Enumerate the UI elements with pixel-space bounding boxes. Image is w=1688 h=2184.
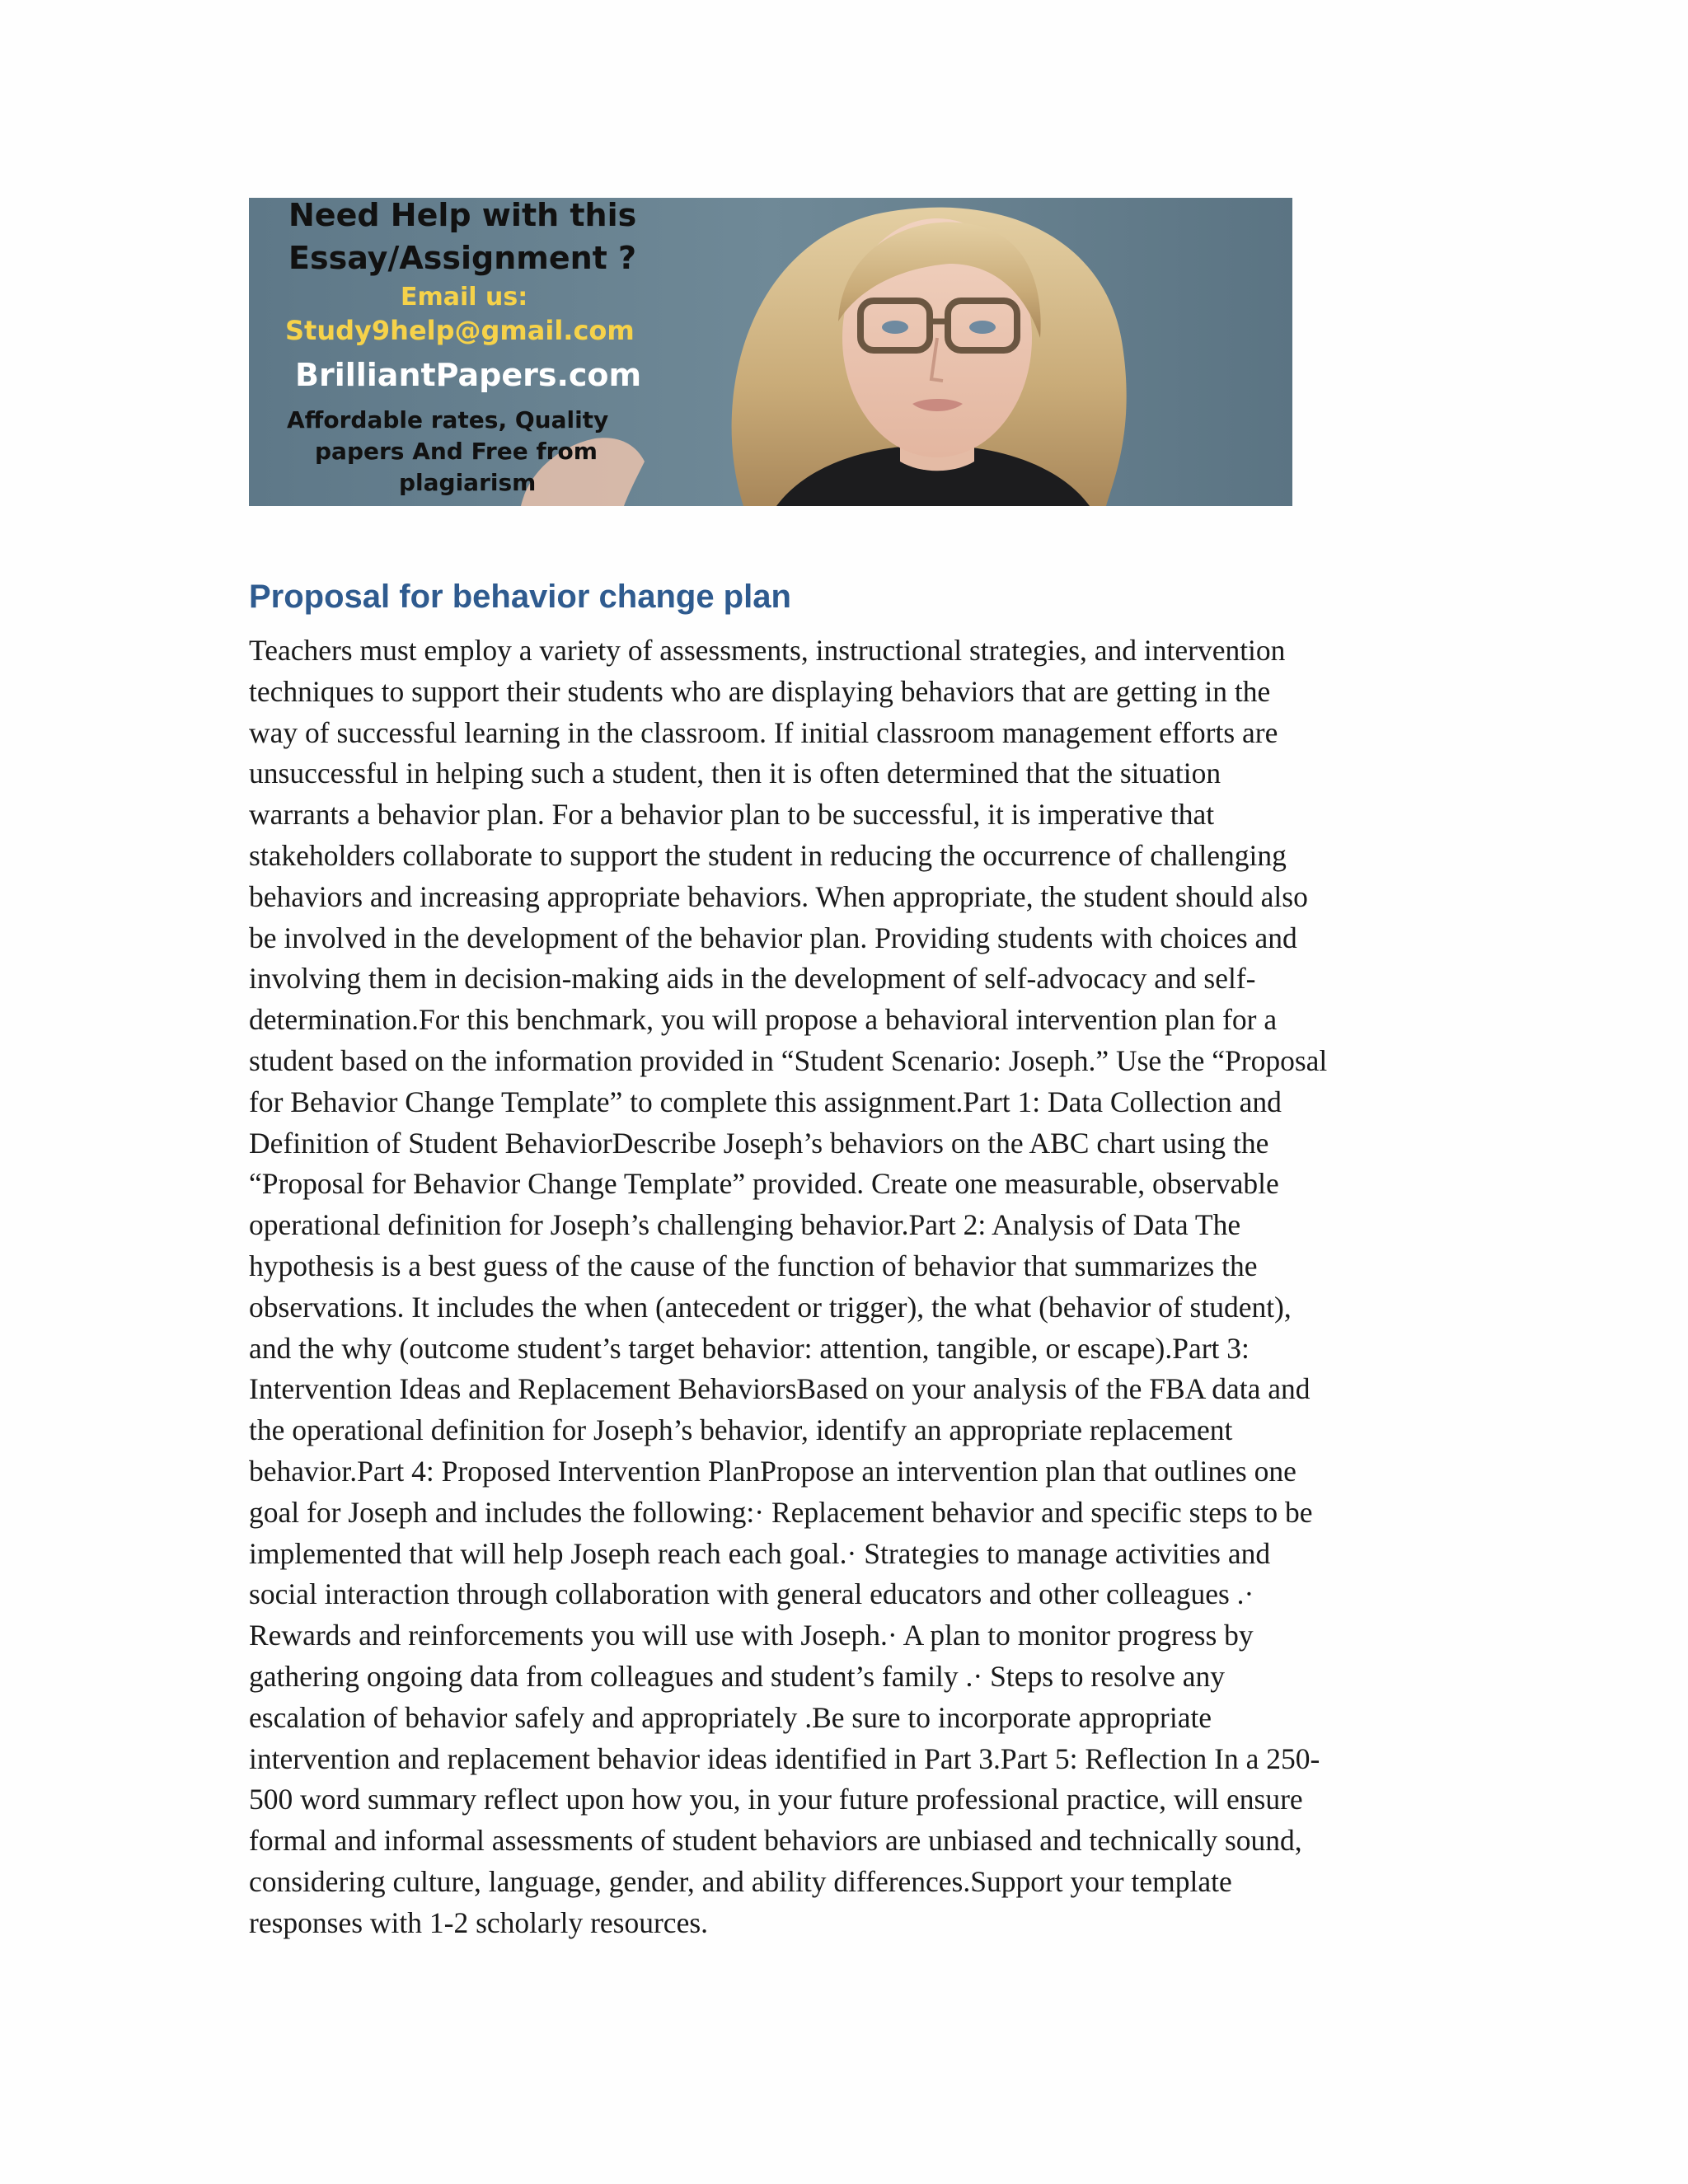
banner-text-group bbox=[249, 198, 1292, 506]
body-line: Teachers must employ a variety of assessments, instructional strategies, and intervention bbox=[249, 634, 1286, 667]
body-line: gathering ongoing data from colleagues and student’s family .· Steps to resolve any bbox=[249, 1659, 1226, 1693]
banner-tagline-line3: plagiarism bbox=[399, 469, 537, 496]
banner-headline-line2: Essay/Assignment ? bbox=[288, 240, 637, 276]
banner-email-label: Email us: bbox=[401, 283, 528, 312]
body-line: Definition of Student BehaviorDescribe Joseph’s behaviors on the ABC chart using the bbox=[249, 1126, 1269, 1160]
body-line: unsuccessful in helping such a student, then it is often determined that the situation bbox=[249, 757, 1221, 790]
document-body-paragraph bbox=[249, 630, 1444, 1944]
body-line: implemented that will help Joseph reach each goal.· Strategies to manage activities and bbox=[249, 1536, 1271, 1570]
body-line: responses with 1-2 scholarly resources. bbox=[249, 1905, 709, 1939]
document-heading: Proposal for behavior change plan bbox=[249, 579, 791, 615]
body-line: 500 word summary reflect upon how you, in your future professional practice, will ensure bbox=[249, 1783, 1303, 1816]
body-line: behavior.Part 4: Proposed Intervention PlanPropose an intervention plan that outlines one bbox=[249, 1454, 1296, 1488]
body-line: be involved in the development of the behavior plan. Providing students with choices and bbox=[249, 921, 1297, 954]
body-line: social interaction through collaboration with general educators and other colleagues .· bbox=[249, 1577, 1254, 1611]
body-line: goal for Joseph and includes the following:· Replacement behavior and specific steps to be bbox=[249, 1495, 1313, 1529]
body-line: techniques to support their students who are displaying behaviors that are getting in the bbox=[249, 674, 1271, 708]
body-line: and the why (outcome student’s target behavior: attention, tangible, or escape).Part 3: bbox=[249, 1331, 1250, 1365]
body-line: warrants a behavior plan. For a behavior plan to be successful, it is imperative that bbox=[249, 798, 1215, 832]
advertisement-banner[interactable] bbox=[249, 198, 1292, 506]
body-line: observations. It includes the when (antecedent or trigger), the what (behavior of student), bbox=[249, 1290, 1292, 1324]
body-line: “Proposal for Behavior Change Template” provided. Create one measurable, observable bbox=[249, 1167, 1279, 1201]
banner-email-address[interactable]: Study9help@gmail.com bbox=[285, 315, 635, 346]
body-line: considering culture, language, gender, and ability differences.Support your template bbox=[249, 1864, 1232, 1898]
body-line: the operational definition for Joseph’s behavior, identify an appropriate replacement bbox=[249, 1413, 1233, 1447]
banner-brand-name[interactable]: BrilliantPapers.com bbox=[295, 357, 642, 393]
body-line: stakeholders collaborate to support the student in reducing the occurrence of challenging bbox=[249, 838, 1287, 872]
body-line: Rewards and reinforcements you will use with Joseph.· A plan to monitor progress by bbox=[249, 1619, 1254, 1652]
banner-tagline-line2: papers And Free from bbox=[315, 438, 598, 465]
body-line: Intervention Ideas and Replacement BehaviorsBased on your analysis of the FBA data and bbox=[249, 1372, 1311, 1406]
banner-tagline-line1: Affordable rates, Quality bbox=[287, 406, 609, 434]
body-line: intervention and replacement behavior ideas identified in Part 3.Part 5: Reflection In a 250- bbox=[249, 1741, 1320, 1775]
body-line: escalation of behavior safely and appropriately .Be sure to incorporate appropriate bbox=[249, 1700, 1212, 1734]
body-line: student based on the information provided in “Student Scenario: Joseph.” Use the “Proposal bbox=[249, 1043, 1328, 1077]
body-line: way of successful learning in the classroom. If initial classroom management efforts are bbox=[249, 715, 1278, 749]
body-line: formal and informal assessments of student behaviors are unbiased and technically sound, bbox=[249, 1824, 1302, 1858]
body-line: behaviors and increasing appropriate behaviors. When appropriate, the student should also bbox=[249, 879, 1308, 913]
body-line: hypothesis is a best guess of the cause of the function of behavior that summarizes the bbox=[249, 1249, 1258, 1282]
banner-headline-line1: Need Help with this bbox=[288, 198, 637, 233]
body-line: operational definition for Joseph’s challenging behavior.Part 2: Analysis of Data The bbox=[249, 1208, 1241, 1242]
body-line: for Behavior Change Template” to complete this assignment.Part 1: Data Collection and bbox=[249, 1085, 1282, 1118]
body-line: determination.For this benchmark, you will propose a behavioral intervention plan for a bbox=[249, 1003, 1278, 1037]
body-line: involving them in decision-making aids in the development of self-advocacy and self- bbox=[249, 962, 1256, 996]
